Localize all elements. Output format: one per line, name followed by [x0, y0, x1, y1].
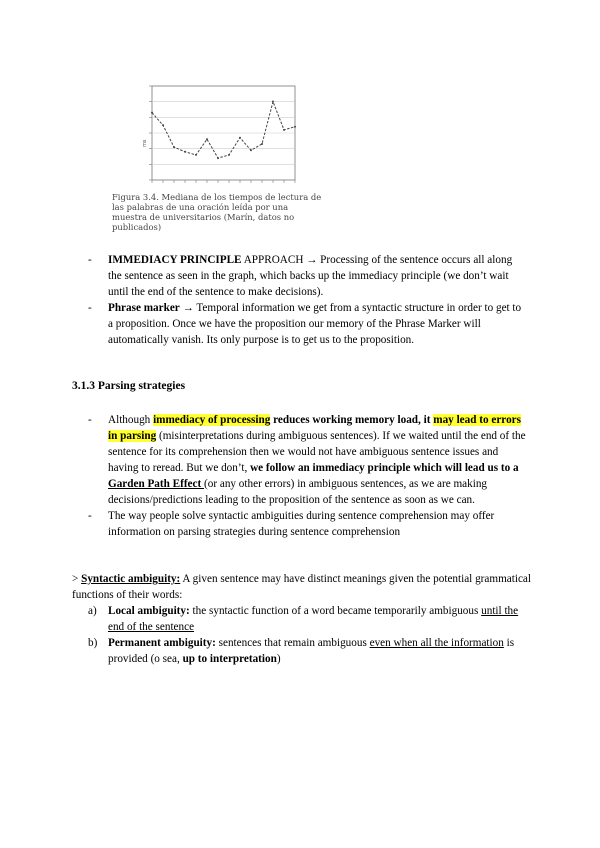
data-point [195, 154, 197, 156]
syntactic-ambiguities-text: The way people solve syntactic ambiguities during sentence comprehension may offer information on parsing strategies during sentence comprehension [108, 510, 495, 538]
bold-run: reduces working memory load, it [270, 414, 434, 426]
syntactic-ambiguity-term: Syntactic ambiguity: [81, 573, 181, 585]
y-axis-label: ms [142, 139, 148, 147]
dash-marker: - [88, 510, 92, 522]
data-point [151, 112, 153, 114]
list-item [88, 635, 528, 667]
immediacy-principle-term: IMMEDIACY PRINCIPLE [108, 254, 242, 266]
line-chart [140, 80, 305, 192]
data-point [294, 126, 296, 128]
phrase-marker-term: Phrase marker [108, 302, 180, 314]
list-item [88, 252, 528, 300]
phrase-marker-text: → Temporal information we get from a syntactic structure in order to get to a proposition. Once we have the proposition our memory of the Phrase Marker will automatically vanish. Its only purpose is to get us to the proposition. [108, 302, 522, 346]
dash-marker: - [88, 254, 92, 266]
text-run: Although [108, 414, 154, 426]
immediacy-principle-text: APPROACH → Processing of the sentence occurs all along the sentence as seen in the graph, which backs up the immediacy principle (we don’t wait until the end of the sentence to make decisions). [108, 254, 513, 298]
approach-list [88, 252, 528, 348]
parsing-list [88, 412, 528, 540]
bold-run: up to interpretation [182, 653, 277, 665]
ambiguity-types-list [88, 603, 528, 667]
list-item [88, 300, 528, 348]
garden-path-term: Garden Path Effect [108, 478, 205, 490]
highlight-immediacy: immediacy of processing [153, 414, 271, 426]
dash-marker: - [88, 302, 92, 314]
list-marker: b) [88, 637, 98, 649]
local-ambiguity-term: Local ambiguity: [108, 605, 190, 617]
data-point [217, 157, 219, 159]
data-point [162, 124, 164, 126]
syntactic-ambiguity-paragraph [72, 571, 532, 603]
list-item [88, 508, 528, 540]
figure-caption: Figura 3.4. Mediana de los tiempos de lectura de las palabras de una oración leída por una muestra de universitarios (Marín, datos no publicados) [112, 192, 322, 232]
data-point [272, 101, 274, 103]
text-run: sentences that remain ambiguous [215, 637, 370, 649]
data-point [261, 143, 263, 145]
data-point [239, 137, 241, 139]
text-run: the syntactic function of a word became temporarily ambiguous [189, 605, 482, 617]
underlined-run: until the end of the sentence [108, 605, 519, 633]
bold-run: we follow an immediacy principle which will lead us to a [250, 462, 519, 474]
dash-marker: - [88, 414, 92, 426]
data-point [173, 146, 175, 148]
list-item [88, 603, 528, 635]
list-item [88, 412, 528, 508]
data-point [206, 138, 208, 140]
data-point [250, 149, 252, 151]
series-line [152, 102, 295, 158]
data-point [184, 151, 186, 153]
list-marker: a) [88, 605, 97, 617]
text-run: ) [276, 653, 281, 665]
data-point [283, 129, 285, 131]
highlight-errors: may lead to errors in parsing [108, 414, 521, 442]
syntactic-ambiguity-text: A given sentence may have distinct meanings given the potential grammatical functions of their words: [72, 573, 531, 601]
underlined-run: even when all the information [369, 637, 504, 649]
data-point [228, 154, 230, 156]
section-heading: 3.1.3 Parsing strategies [72, 380, 186, 392]
text-run: is provided (o sea, [108, 637, 515, 665]
text-run: (or any other errors) in ambiguous sentences, as we are making decisions/predictions leading to the proposition of the sentence as soon as we can. [108, 478, 488, 506]
prefix-marker: > [72, 573, 82, 585]
reading-time-figure [140, 80, 305, 192]
permanent-ambiguity-term: Permanent ambiguity: [108, 637, 216, 649]
text-run: (misinterpretations during ambiguous sentences). If we waited until the end of the sentence for its comprehension then we would not have ambiguous sentence issues and having to reread. But we don’t, [108, 430, 526, 474]
